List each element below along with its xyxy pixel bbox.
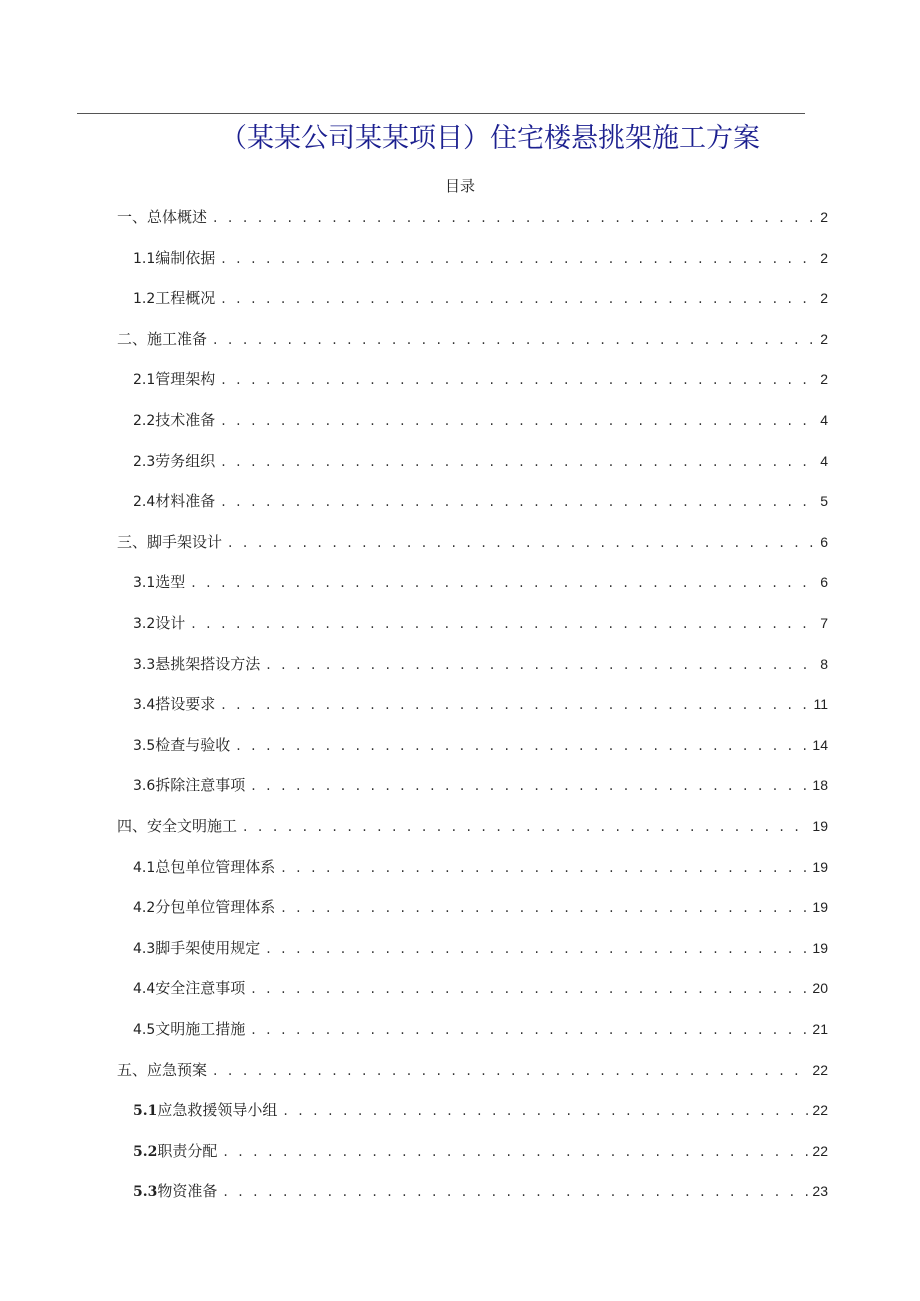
toc-entry-page: 18 (812, 777, 828, 794)
toc-dot-leader (221, 286, 816, 312)
toc-entry-label: 文明施工措施 (155, 1020, 246, 1038)
toc-dot-leader (221, 692, 809, 718)
toc-dot-leader (213, 1058, 808, 1084)
toc-entry-number: 4.4 (133, 981, 156, 998)
toc-entry[interactable] (133, 732, 828, 758)
toc-dot-leader (283, 1098, 808, 1124)
toc-entry-label: 拆除注意事项 (155, 776, 246, 795)
toc-entry-page: 19 (812, 939, 828, 956)
toc-entry-page: 2 (820, 209, 828, 225)
toc-entry-page: 19 (812, 818, 828, 834)
toc-entry-number: 4.3 (133, 940, 156, 957)
toc-entry-label: 三、脚手架设计 (117, 532, 223, 551)
toc-entry-page: 2 (820, 290, 828, 307)
toc-entry-page: 2 (820, 249, 828, 266)
toc-entry-page: 22 (812, 1061, 828, 1078)
toc-dot-leader (251, 1017, 808, 1043)
toc-entry-label: 一、总体概述 (117, 208, 208, 226)
toc-entry-label: 物资准备 (157, 1182, 218, 1201)
toc-entry-page: 6 (820, 533, 828, 550)
toc-entry-page: 4 (820, 412, 828, 428)
toc-entry-page: 2 (820, 371, 828, 388)
toc-dot-leader (223, 1139, 808, 1165)
toc-entry[interactable] (133, 1178, 828, 1204)
toc-dot-leader (221, 489, 816, 515)
toc-entry-label: 四、安全文明施工 (117, 817, 238, 835)
toc-entry[interactable] (133, 894, 828, 920)
toc-entry-label: 编制依据 (155, 248, 216, 267)
toc-entry-label: 应急救援领导小组 (157, 1101, 278, 1120)
toc-entry-page: 5 (820, 493, 828, 510)
toc-entry-label: 脚手架使用规定 (155, 938, 261, 957)
toc-entry-label: 工程概况 (155, 289, 216, 308)
toc-entry-number: 1.2 (133, 291, 156, 308)
toc-entry[interactable] (133, 854, 828, 880)
toc-heading: 目录 (444, 177, 475, 195)
toc-entry-page: 6 (820, 574, 828, 591)
toc-entry-page: 23 (812, 1183, 828, 1200)
toc-entry-label: 职责分配 (157, 1141, 218, 1160)
toc-dot-leader (228, 530, 816, 556)
document-title: （某某公司某某项目）住宅楼悬挑架施工方案 (220, 123, 760, 154)
toc-entry[interactable] (117, 813, 828, 839)
toc-entry-label: 悬挑架搭设方法 (155, 654, 261, 673)
toc-dot-leader (266, 936, 808, 962)
toc-entry-page: 2 (820, 330, 828, 347)
toc-dot-leader (223, 1179, 808, 1205)
toc-entry[interactable] (117, 326, 828, 352)
toc-entry[interactable] (133, 975, 828, 1001)
toc-entry[interactable] (117, 529, 828, 555)
toc-dot-leader (213, 327, 816, 353)
toc-entry-number: 2.3 (133, 453, 156, 470)
toc-entry[interactable] (133, 610, 828, 636)
toc-entry[interactable] (117, 204, 828, 230)
toc-entry-number: 5.3 (133, 1184, 158, 1201)
toc-entry-page: 22 (812, 1142, 828, 1159)
toc-entry-page: 14 (812, 736, 828, 753)
toc-entry-number: 1.1 (133, 250, 156, 267)
toc-entry[interactable] (133, 488, 828, 514)
toc-entry[interactable] (133, 407, 828, 433)
toc-entry-label: 二、施工准备 (117, 329, 208, 348)
toc-entry[interactable] (133, 1138, 828, 1164)
toc-entry-page: 7 (820, 615, 828, 631)
toc-dot-leader (243, 814, 808, 840)
toc-entry-number: 3.6 (133, 778, 156, 795)
toc-entry-number: 2.2 (133, 413, 156, 429)
toc-entry-label: 总包单位管理体系 (155, 857, 276, 876)
toc-entry-number: 2.1 (133, 372, 156, 389)
toc-dot-leader (251, 976, 808, 1002)
toc-dot-leader (191, 570, 816, 596)
toc-entry[interactable] (133, 366, 828, 392)
toc-entry-number: 4.2 (133, 900, 156, 917)
top-divider (77, 113, 805, 114)
toc-entry-label: 材料准备 (155, 492, 216, 511)
toc-entry-label: 劳务组织 (155, 451, 216, 470)
toc-entry-number: 4.1 (133, 859, 156, 876)
toc-entry[interactable] (133, 651, 828, 677)
toc-entry-label: 安全注意事项 (155, 979, 246, 998)
toc-entry-number: 3.2 (133, 616, 156, 632)
toc-dot-leader (221, 367, 816, 393)
toc-entry-label: 技术准备 (155, 411, 216, 429)
toc-entry-page: 8 (820, 655, 828, 672)
toc-entry-number: 3.4 (133, 697, 156, 714)
toc-entry-page: 19 (812, 899, 828, 916)
toc-entry-page: 20 (812, 980, 828, 997)
toc-entry-page: 22 (812, 1102, 828, 1119)
toc-entry[interactable] (133, 691, 828, 717)
toc-entry[interactable] (133, 569, 828, 595)
toc-entry-label: 分包单位管理体系 (155, 898, 276, 917)
toc-entry-page: 19 (812, 858, 828, 875)
toc-dot-leader (281, 895, 808, 921)
toc-entry[interactable] (133, 935, 828, 961)
toc-entry-label: 检查与验收 (155, 735, 231, 754)
toc-entry-number: 5.1 (133, 1103, 158, 1120)
toc-entry-number: 2.4 (133, 494, 156, 511)
toc-dot-leader (281, 855, 808, 881)
toc-entry-number: 3.1 (133, 575, 156, 592)
toc-entry-page: 11 (813, 696, 828, 713)
toc-entry[interactable] (133, 1097, 828, 1123)
toc-dot-leader (236, 733, 808, 759)
toc-dot-leader (221, 408, 816, 434)
toc-entry[interactable] (133, 285, 828, 311)
toc-entry-label: 选型 (155, 573, 186, 592)
toc-dot-leader (221, 246, 816, 272)
toc-entry-page: 4 (820, 452, 828, 469)
toc-entry-number: 3.3 (133, 656, 156, 673)
toc-entry[interactable] (133, 772, 828, 798)
toc-entry-label: 设计 (155, 614, 186, 632)
toc-dot-leader (266, 652, 816, 678)
toc-entry-label: 五、应急预案 (117, 1060, 208, 1079)
toc-entry[interactable] (133, 245, 828, 271)
toc-entry[interactable] (117, 1057, 828, 1083)
toc-entry-number: 4.5 (133, 1022, 156, 1038)
toc-dot-leader (251, 773, 808, 799)
toc-entry-label: 搭设要求 (155, 695, 216, 714)
toc-entry-label: 管理架构 (155, 370, 216, 389)
toc-entry-page: 21 (812, 1021, 828, 1037)
toc-entry-number: 5.2 (133, 1143, 158, 1160)
toc-entry-number: 3.5 (133, 737, 156, 754)
toc-entry[interactable] (133, 448, 828, 474)
toc-dot-leader (213, 205, 816, 231)
toc-entry[interactable] (133, 1016, 828, 1042)
toc-dot-leader (191, 611, 816, 637)
toc-dot-leader (221, 449, 816, 475)
